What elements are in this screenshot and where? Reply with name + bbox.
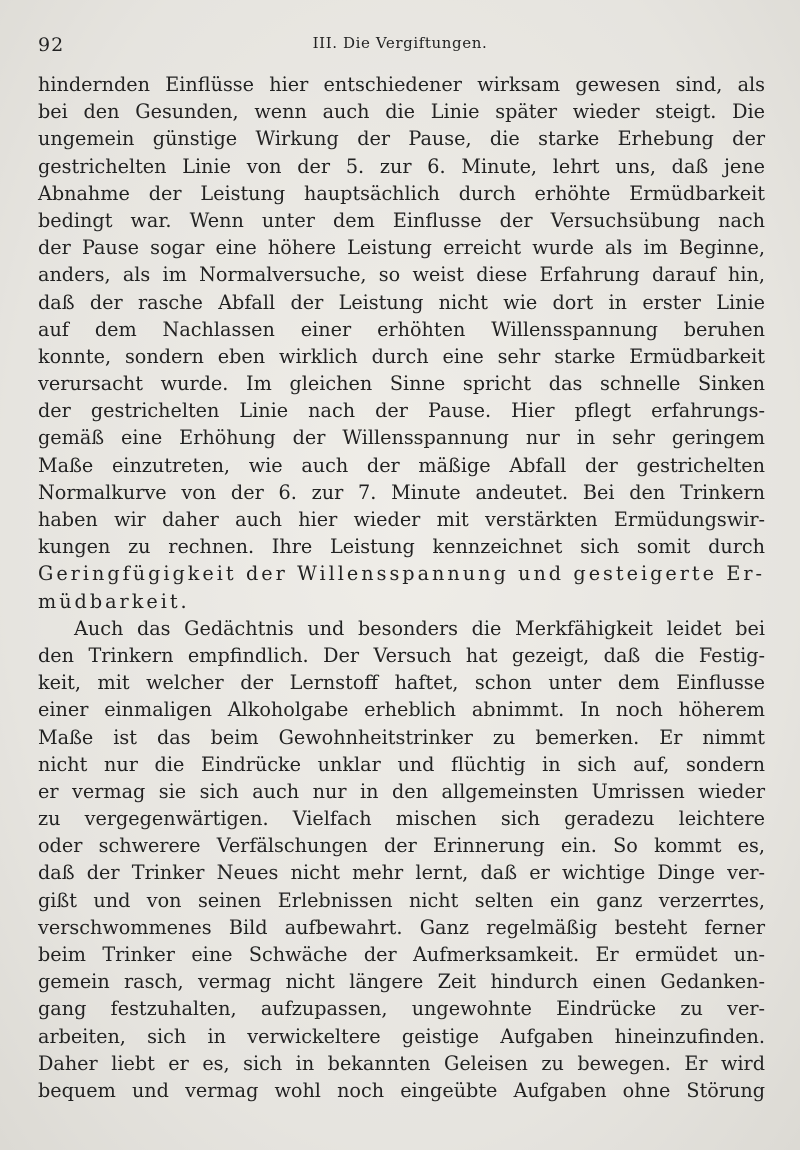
text-line: daß der Trinker Neues nicht mehr lernt, daß er wichtige Dinge ver- xyxy=(38,861,765,885)
text-line: er vermag sie sich auch nur in den allgemeinsten Umrissen wieder xyxy=(38,779,765,803)
text-line: gißt und von seinen Erlebnissen nicht selten ein ganz verzerrtes, xyxy=(38,888,765,912)
text-line: ungemein günstige Wirkung der Pause, die starke Erhebung der xyxy=(38,127,765,151)
text-line: hindernden Einflüsse hier entschiedener wirksam gewesen sind, als xyxy=(38,73,765,96)
text-line: verursacht wurde. Im gleichen Sinne spricht das schnelle Sinken xyxy=(38,372,765,396)
text-line: gemein rasch, vermag nicht längere Zeit hindurch einen Gedanken- xyxy=(38,970,765,994)
text-line: Normalkurve von der 6. zur 7. Minute andeutet. Bei den Trinkern xyxy=(38,480,765,504)
page-number: 92 xyxy=(38,34,65,56)
text-line: Maße einzutreten, wie auch der mäßige Abfall der gestrichelten xyxy=(38,453,765,477)
body-text xyxy=(38,71,765,1104)
text-line: zu vergegenwärtigen. Vielfach mischen sich geradezu leichtere xyxy=(38,807,765,831)
text-line-indent: Auch das Gedächtnis und besonders die Merkfähigkeit leidet bei xyxy=(74,616,765,640)
text-line-spaced: müdbarkeit. xyxy=(38,589,190,613)
text-line: gestrichelten Linie von der 5. zur 6. Minute, lehrt uns, daß jene xyxy=(38,154,765,178)
text-line: Daher liebt er es, sich in bekannten Geleisen zu bewegen. Er wird xyxy=(38,1051,765,1075)
running-head: III. Die Vergiftungen. xyxy=(312,34,488,52)
text-line: verschwommenes Bild aufbewahrt. Ganz regelmäßig besteht ferner xyxy=(38,915,765,939)
text-line: gang festzuhalten, aufzupassen, ungewohnte Eindrücke zu ver- xyxy=(38,997,765,1021)
text-line: haben wir daher auch hier wieder mit verstärkten Ermüdungswir- xyxy=(38,508,765,531)
text-line: arbeiten, sich in verwickeltere geistige Aufgaben hineinzufinden. xyxy=(38,1024,765,1048)
text-line: Abnahme der Leistung hauptsächlich durch erhöhte Ermüdbarkeit xyxy=(38,181,765,205)
text-line: auf dem Nachlassen einer erhöhten Willensspannung beruhen xyxy=(38,317,765,341)
text-line: den Trinkern empfindlich. Der Versuch hat gezeigt, daß die Festig- xyxy=(38,643,765,667)
text-line: gemäß eine Erhöhung der Willensspannung nur in sehr geringem xyxy=(38,426,765,450)
text-line: der Pause sogar eine höhere Leistung erreicht wurde als im Beginne, xyxy=(38,236,765,260)
text-line: keit, mit welcher der Lernstoff haftet, schon unter dem Einflusse xyxy=(38,671,765,695)
text-line: beim Trinker eine Schwäche der Aufmerksamkeit. Er ermüdet un- xyxy=(38,943,765,966)
text-line: nicht nur die Eindrücke unklar und flüchtig in sich auf, sondern xyxy=(38,752,765,776)
text-line: bedingt war. Wenn unter dem Einflusse der Versuchsübung nach xyxy=(38,208,765,232)
text-line: bei den Gesunden, wenn auch die Linie später wieder steigt. Die xyxy=(38,100,765,124)
text-line: einer einmaligen Alkoholgabe erheblich abnimmt. In noch höherem xyxy=(38,698,765,722)
text-line: daß der rasche Abfall der Leistung nicht wie dort in erster Linie xyxy=(38,290,765,314)
text-line: anders, als im Normalversuche, so weist diese Erfahrung darauf hin, xyxy=(38,263,765,287)
text-line: oder schwerere Verfälschungen der Erinnerung ein. So kommt es, xyxy=(38,834,765,858)
text-line: konnte, sondern eben wirklich durch eine sehr starke Ermüdbarkeit xyxy=(38,344,765,368)
text-line: bequem und vermag wohl noch eingeübte Aufgaben ohne Störung xyxy=(38,1078,765,1102)
text-line: der gestrichelten Linie nach der Pause. Hier pflegt erfahrungs- xyxy=(38,399,765,423)
text-line: Maße ist das beim Gewohnheitstrinker zu bemerken. Er nimmt xyxy=(38,725,765,749)
text-line-spaced: Geringfügigkeit der Willensspannung und gesteigerte Er- xyxy=(38,562,765,586)
text-line: kungen zu rechnen. Ihre Leistung kennzeichnet sich somit durch xyxy=(38,535,765,559)
